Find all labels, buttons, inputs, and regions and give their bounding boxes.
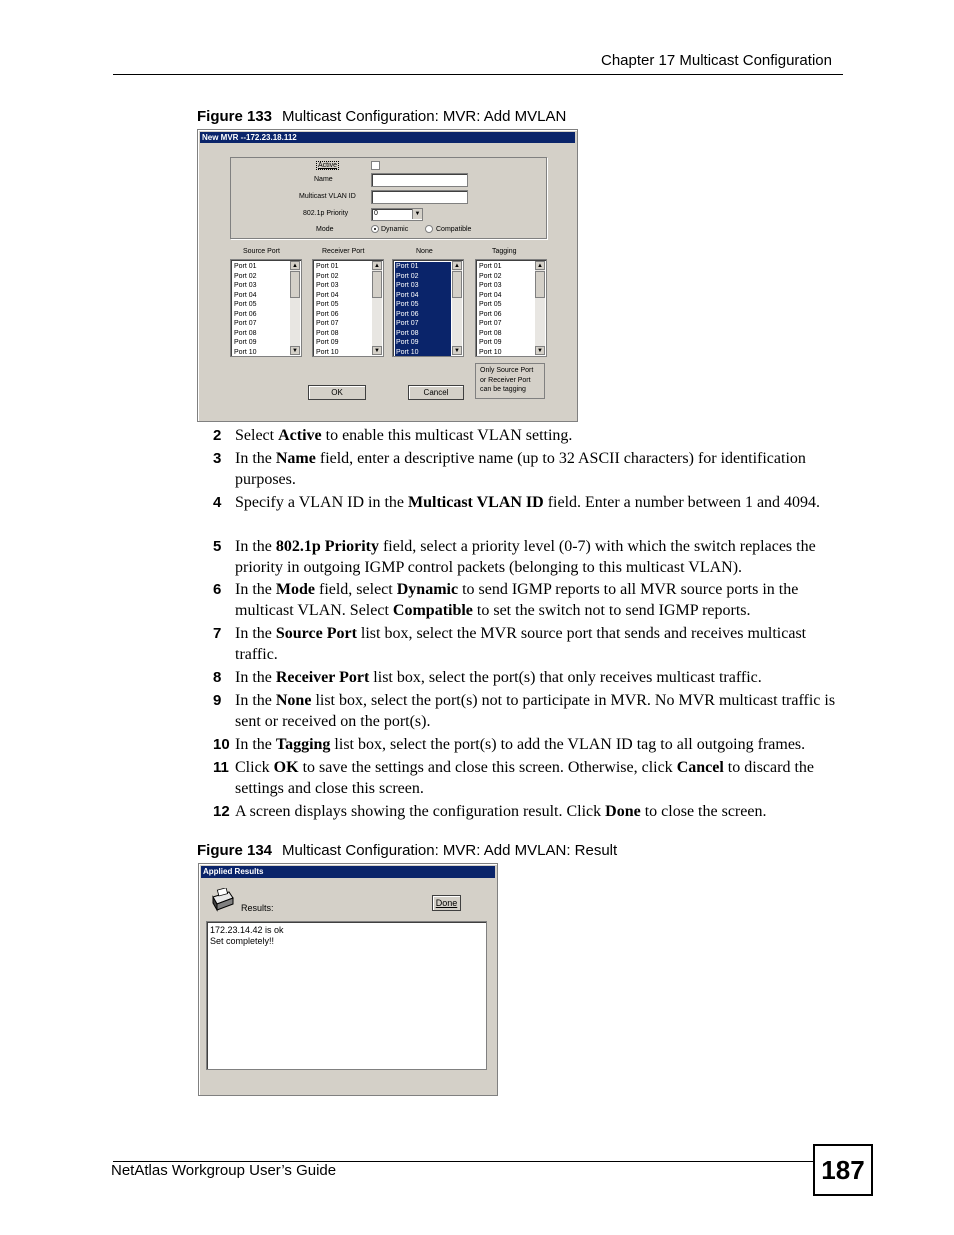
step-number: 2 bbox=[213, 427, 222, 444]
done-button[interactable]: Done bbox=[432, 895, 461, 911]
result-line: 172.23.14.42 is ok bbox=[210, 925, 284, 935]
source-port-listbox[interactable] bbox=[230, 259, 302, 357]
mode-dynamic-radio[interactable] bbox=[371, 225, 379, 233]
guide-title: NetAtlas Workgroup User’s Guide bbox=[111, 1162, 337, 1179]
applied-results-window bbox=[198, 863, 498, 1096]
figure-133-caption bbox=[197, 108, 566, 125]
list-item[interactable]: Port 09 bbox=[316, 339, 339, 346]
receiver-port-header: Receiver Port bbox=[322, 248, 365, 255]
name-input[interactable] bbox=[371, 173, 468, 187]
list-item[interactable]: Port 06 bbox=[395, 310, 451, 320]
priority-label: 802.1p Priority bbox=[303, 210, 349, 217]
step bbox=[213, 758, 843, 799]
step-text: A screen displays showing the configuration result. Click Done to close the screen. bbox=[235, 803, 767, 820]
step-number: 7 bbox=[213, 625, 222, 642]
cancel-button[interactable]: Cancel bbox=[408, 385, 464, 400]
results-label: Results: bbox=[241, 903, 274, 913]
vlan-id-input[interactable] bbox=[371, 190, 468, 204]
step bbox=[213, 668, 843, 689]
list-item[interactable]: Port 08 bbox=[395, 329, 451, 339]
step-text: In the Source Port list box, select the MVR source port that sends and receives multicast traffic. bbox=[235, 625, 807, 663]
figure-134-label: Figure 134 bbox=[197, 842, 273, 859]
list-item[interactable]: Port 03 bbox=[479, 282, 502, 289]
none-header: None bbox=[416, 248, 433, 255]
list-item[interactable]: Port 02 bbox=[395, 272, 451, 282]
list-item[interactable]: Port 07 bbox=[395, 319, 451, 329]
list-item[interactable]: Port 09 bbox=[234, 339, 257, 346]
tagging-note bbox=[475, 363, 545, 399]
priority-value: 0 bbox=[374, 210, 378, 217]
tagging-header: Tagging bbox=[492, 248, 517, 255]
window-title: Applied Results bbox=[201, 866, 495, 878]
list-item[interactable]: Port 03 bbox=[234, 282, 257, 289]
figure-134-title: Multicast Configuration: MVR: Add MVLAN: Result bbox=[282, 842, 618, 859]
tagging-listbox[interactable] bbox=[475, 259, 547, 357]
window-title: New MVR --172.23.18.112 bbox=[200, 132, 575, 143]
step-text: In the 802.1p Priority field, select a priority level (0-7) with which the switch replaces the priority in outgoing IGMP control packets (belonging to this multicast VLAN). bbox=[235, 538, 816, 576]
list-item[interactable]: Port 09 bbox=[395, 338, 451, 348]
list-item[interactable]: Port 05 bbox=[234, 301, 257, 308]
step bbox=[213, 624, 843, 665]
step-text: In the Name field, enter a descriptive name (up to 32 ASCII characters) for identification purposes. bbox=[235, 450, 806, 488]
list-item[interactable]: Port 05 bbox=[316, 301, 339, 308]
list-item[interactable]: Port 04 bbox=[479, 291, 502, 299]
list-item[interactable]: Port 05 bbox=[395, 300, 451, 310]
step-text: Click OK to save the settings and close this screen. Otherwise, click Cancel to discard the settings and close this screen. bbox=[235, 759, 814, 797]
list-item[interactable]: Port 10 bbox=[395, 348, 451, 358]
scrollbar[interactable]: ▲ ▼ bbox=[290, 261, 300, 355]
results-textarea[interactable] bbox=[206, 921, 487, 1070]
step bbox=[213, 802, 843, 823]
list-item[interactable]: Port 08 bbox=[234, 329, 257, 337]
source-port-header: Source Port bbox=[243, 248, 280, 255]
note-line: or Receiver Port bbox=[480, 376, 531, 384]
step-text: In the Mode field, select Dynamic to send IGMP reports to all MVR source ports in the multicast VLAN. Select Compatible to set the switch not to send IGMP reports. bbox=[235, 581, 799, 619]
step-text: In the Tagging list box, select the port(s) to add the VLAN ID tag to all outgoing frames. bbox=[235, 736, 806, 753]
figure-133-label: Figure 133 bbox=[197, 108, 273, 125]
active-label: Active bbox=[318, 162, 338, 169]
list-item[interactable]: Port 08 bbox=[316, 329, 339, 337]
list-item[interactable]: Port 03 bbox=[316, 282, 339, 289]
step-number: 6 bbox=[213, 581, 222, 598]
vlan-id-label: Multicast VLAN ID bbox=[299, 193, 356, 200]
scrollbar[interactable]: ▲ ▼ bbox=[535, 261, 545, 355]
mode-dynamic-label: Dynamic bbox=[381, 226, 409, 233]
step bbox=[213, 537, 843, 578]
list-item[interactable]: Port 10 bbox=[234, 348, 257, 356]
step-text: Select Active to enable this multicast VLAN setting. bbox=[235, 427, 573, 444]
step-number: 10 bbox=[213, 736, 230, 753]
scrollbar[interactable]: ▲ ▼ bbox=[452, 261, 462, 355]
list-item[interactable]: Port 03 bbox=[395, 281, 451, 291]
figure-134-caption bbox=[197, 842, 617, 859]
list-item[interactable]: Port 09 bbox=[479, 339, 502, 346]
receiver-port-listbox[interactable] bbox=[312, 259, 384, 357]
list-item[interactable]: Port 04 bbox=[395, 291, 451, 301]
list-item[interactable]: Port 07 bbox=[479, 320, 502, 327]
step bbox=[213, 426, 843, 447]
step-number: 11 bbox=[213, 759, 229, 776]
step-number: 12 bbox=[213, 803, 230, 820]
step bbox=[213, 493, 843, 514]
list-item[interactable]: Port 06 bbox=[479, 310, 502, 318]
list-item[interactable]: Port 06 bbox=[316, 310, 339, 318]
step-number: 5 bbox=[213, 538, 222, 555]
figure-133-title: Multicast Configuration: MVR: Add MVLAN bbox=[282, 108, 567, 125]
list-item[interactable]: Port 04 bbox=[234, 291, 257, 299]
step bbox=[213, 449, 843, 490]
chapter-header: Chapter 17 Multicast Configuration bbox=[601, 52, 832, 69]
list-item[interactable]: Port 01 bbox=[395, 262, 451, 272]
chevron-down-icon[interactable]: ▼ bbox=[412, 209, 422, 219]
new-mvr-window bbox=[197, 129, 578, 422]
ok-button[interactable]: OK bbox=[308, 385, 366, 400]
list-item[interactable]: Port 01 bbox=[479, 263, 502, 270]
priority-select[interactable] bbox=[371, 208, 423, 221]
note-line: can be tagging bbox=[480, 386, 526, 393]
list-item[interactable]: Port 02 bbox=[316, 272, 339, 280]
printer-icon bbox=[209, 888, 235, 912]
mode-compatible-radio[interactable] bbox=[425, 225, 433, 233]
step bbox=[213, 691, 843, 732]
mode-compatible-label: Compatible bbox=[436, 226, 472, 233]
step bbox=[213, 580, 843, 621]
list-item[interactable]: Port 07 bbox=[234, 320, 257, 327]
list-item[interactable]: Port 10 bbox=[479, 348, 502, 356]
step-number: 8 bbox=[213, 669, 222, 686]
step-number: 3 bbox=[213, 450, 222, 467]
mode-label: Mode bbox=[316, 226, 334, 233]
page-number: 187 bbox=[813, 1144, 873, 1196]
list-item[interactable]: Port 02 bbox=[234, 272, 257, 280]
step-number: 9 bbox=[213, 692, 222, 709]
active-checkbox[interactable] bbox=[371, 161, 380, 170]
list-item[interactable]: Port 01 bbox=[234, 263, 257, 270]
scrollbar[interactable]: ▲ ▼ bbox=[372, 261, 382, 355]
list-item[interactable]: Port 06 bbox=[234, 310, 257, 318]
note-line: Only Source Port bbox=[480, 367, 534, 374]
list-item[interactable]: Port 05 bbox=[479, 301, 502, 308]
list-item[interactable]: Port 02 bbox=[479, 272, 502, 280]
step-text: In the Receiver Port list box, select the port(s) that only receives multicast traffic. bbox=[235, 669, 762, 686]
result-line: Set completely!! bbox=[210, 936, 275, 946]
list-item[interactable]: Port 01 bbox=[316, 263, 339, 270]
step-number: 4 bbox=[213, 494, 222, 511]
list-item[interactable]: Port 04 bbox=[316, 291, 339, 299]
header-rule bbox=[113, 74, 843, 75]
list-item[interactable]: Port 08 bbox=[479, 329, 502, 337]
none-listbox[interactable] bbox=[392, 259, 464, 357]
name-label: Name bbox=[314, 176, 333, 183]
list-item[interactable]: Port 10 bbox=[316, 348, 339, 356]
list-item[interactable]: Port 07 bbox=[316, 320, 339, 327]
step-text: In the None list box, select the port(s) not to participate in MVR. No MVR multicast traffic is sent or received on the port(s). bbox=[235, 692, 836, 730]
step bbox=[213, 735, 843, 756]
step-text: Specify a VLAN ID in the Multicast VLAN ID field. Enter a number between 1 and 4094. bbox=[235, 494, 821, 511]
